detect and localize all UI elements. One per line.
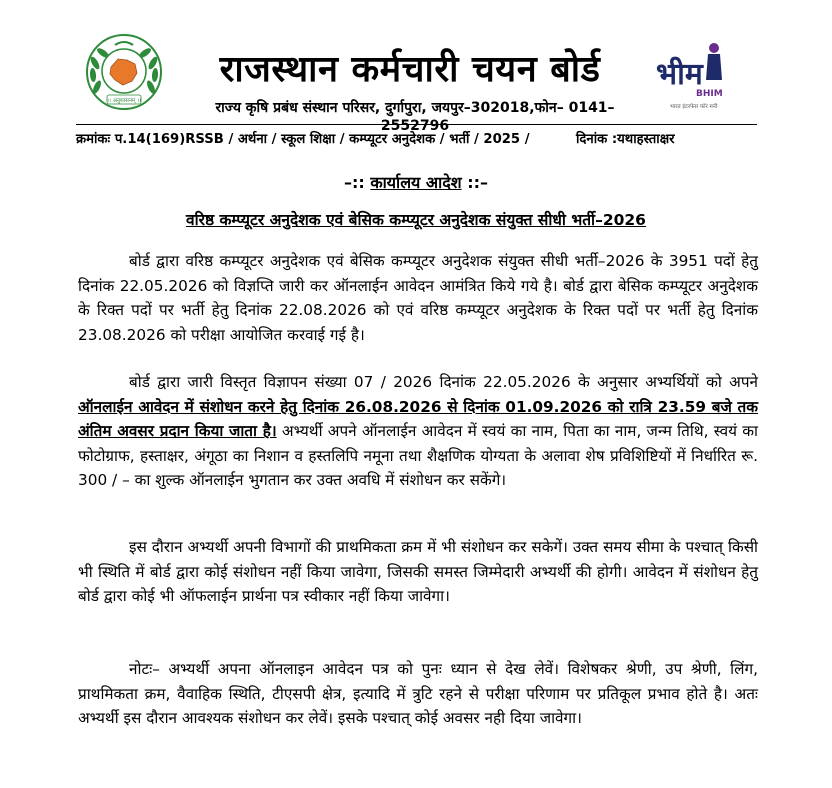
- paragraph-2-start: बोर्ड द्वारा जारी विस्तृत विज्ञापन संख्या 07 / 2026 दिनांक 22.05.2026 के अनुसार अभ्यर्थियों को अपने: [129, 373, 758, 391]
- office-order-heading: [0, 172, 832, 194]
- org-name: राजस्थान कर्मचारी चयन बोर्ड: [219, 49, 601, 90]
- paragraph-3: इस दौरान अभ्यर्थी अपनी विभागों की प्राथमिकता क्रम में भी संशोधन कर सकेगें। उक्त समय सीमा के पश्चात् किसी भी स्थिति में बोर्ड द्वारा कोई संशोधन नहीं किया जावेगा, जिसकी समस्त जिम्मेदारी अभ्यर्थी की होगी। आवेदन में संशोधन हेतु बोर्ड द्वारा कोई भी ऑफलाईन प्रार्थना पत्र स्वीकार नहीं किया जावेगा।: [78, 538, 758, 605]
- office-order-suffix: ::–: [461, 173, 489, 192]
- office-order-prefix: –::: [343, 173, 371, 192]
- letterhead: [0, 0, 832, 134]
- org-address: राज्य कृषि प्रबंध संस्थान परिसर, दुर्गापुरा, जयपुर–302018,फोन– 0141–2552796: [215, 100, 615, 134]
- paragraph-2-highlight: ऑनलाईन आवेदन में संशोधन करने हेतु दिनांक 26.08.2026 से दिनांक 01.09.2026 को रात्रि 23.59 बजे तक अंतिम अवसर प्रदान किया जाता है।: [78, 397, 758, 440]
- paragraph-4-note: नोटः– अभ्यर्थी अपना ऑनलाइन आवेदन पत्र को पुनः ध्यान से देख लेवें। विशेषकर श्रेणी, उप श्रेणी, लिंग, प्राथमिकता क्रम, वैवाहिक स्थिति, टीएसपी क्षेत्र, इत्यादि में त्रुटि रहने से परीक्षा परिणाम पर प्रतिकूल प्रभाव होते है। अतः अभ्यर्थी इस दौरान आवश्यक संशोधन कर लेवें। इसके पश्चात् कोई अवसर नही दिया जावेगा।: [78, 660, 758, 727]
- svg-text:भारत इंटरफेस फॉर मनी: भारत इंटरफेस फॉर मनी: [670, 104, 718, 110]
- office-order-title: कार्यालय आदेश: [370, 173, 462, 192]
- reference-line: [76, 131, 766, 149]
- reference-number: क्रमांकः प.14(169)RSSB / अर्थना / स्कूल शिक्षा / कम्प्यूटर अनुदेशक / भर्ती / 2025 /: [76, 132, 530, 147]
- svg-text:BHIM: BHIM: [696, 89, 723, 99]
- svg-text:भीम: भीम: [656, 57, 703, 92]
- reference-date: दिनांक :यथाहस्ताक्षर: [576, 132, 675, 147]
- subject-line: वरिष्ठ कम्प्यूटर अनुदेशक एवं बेसिक कम्प्यूटर अनुदेशक संयुक्त सीधी भर्ती–2026: [186, 211, 646, 229]
- paragraph-1: बोर्ड द्वारा वरिष्ठ कम्प्यूटर अनुदेशक एवं बेसिक कम्प्यूटर अनुदेशक संयुक्त सीधी भर्ती–2026 के 3951 पदों हेतु दिनांक 22.05.2026 को विज्ञप्ति जारी कर ऑनलाईन आवेदन आमंत्रित किये गये है। बोर्ड द्वारा बेसिक कम्प्यूटर अनुदेशक के रिक्त पदों पर भर्ती हेतु दिनांक 22.08.2026 को एवं वरिष्ठ कम्प्यूटर अनुदेशक के रिक्त पदों पर भर्ती हेतु दिनांक 23.08.2026 को परीक्षा आयोजित करवाई गई है।: [78, 252, 758, 344]
- bhim-logo-icon: [654, 40, 734, 112]
- paragraph-2-end: अभ्यर्थी अपने ऑनलाईन आवेदन में स्वयं का नाम, पिता का नाम, जन्म तिथि, स्वयं का फोटोग्राफ, हस्ताक्षर, अंगूठा का निशान व हस्तलिपि नमूना तथा शैक्षणिक योग्यता के अलावा शेष प्रविशिष्टियों में निर्धारित रू. 300 / – का शुल्क ऑनलाईन भुगतान कर उक्त अवधि में संशोधन कर सकेंगे।: [78, 422, 758, 489]
- paragraph-2: [78, 370, 758, 493]
- rssb-emblem-icon: [85, 33, 163, 111]
- svg-text:।। अनुशासनम् ।।: ।। अनुशासनम् ।।: [106, 98, 142, 104]
- header-divider: [76, 124, 757, 125]
